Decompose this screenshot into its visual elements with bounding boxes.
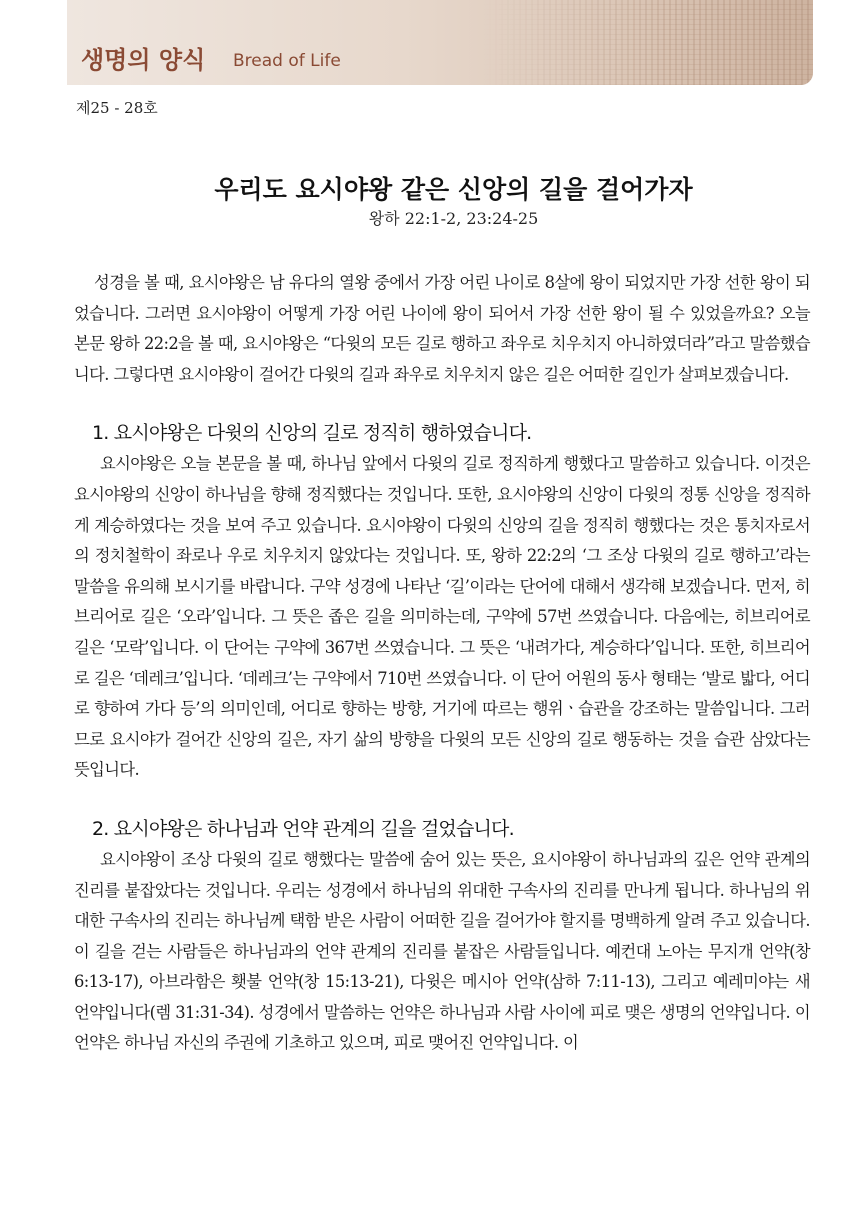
- section-1-paragraph: 요시야왕은 오늘 본문을 볼 때, 하나님 앞에서 다윗의 길로 정직하게 행했다고 말씀하고 있습니다. 이것은 요시야왕의 신앙이 하나님을 향해 정직했다는 것입니다. 또한, 요시야왕의 신앙이 다윗의 정통 신앙을 정직하게 계승하였다는 것을 보여 주고 있습니다. 요시야왕이 다윗의 신앙의 길을 정직히 행했다는 것은 통치자로서의 정치철학이 좌로나 우로 치우치지 않았다는 것입니다. 또, 왕하 22:2의 ‘그 조상 다윗의 길로 행하고’라는 말씀을 유의해 보시기를 바랍니다. 구약 성경에 나타난 ‘길’이라는 단어에 대해서 생각해 보겠습니다. 먼저, 히브리어로 길은 ‘오라’입니다. 그 뜻은 좁은 길을 의미하는데, 구약에 57번 쓰였습니다. 다음에는, 히브리어로 길은 ‘모락’입니다. 이 단어는 구약에 367번 쓰였습니다. 그 뜻은 ‘내려가다, 계승하다’입니다. 또한, 히브리어로 길은 ‘데레크’입니다. ‘데레크’는 구약에서 710번 쓰였습니다. 이 단어 어원의 동사 형태는 ‘발로 밟다, 어디로 향하여 가다 등’의 의미인데, 어디로 향하는 방향, 거기에 따르는 행위ㆍ습관을 강조하는 말씀입니다. 그러므로 요시야가 걸어간 신앙의 길은, 자기 삶의 방향을 다윗의 모든 신앙의 길로 행동하는 것을 습관 삼았다는 뜻입니다.: [74, 454, 810, 780]
- intro-paragraph: 성경을 볼 때, 요시야왕은 남 유다의 열왕 중에서 가장 어린 나이로 8살에 왕이 되었지만 가장 선한 왕이 되었습니다. 그러면 요시야왕이 어떻게 가장 어린 나이에 왕이 되어서 가장 선한 왕이 될 수 있었을까요? 오늘 본문 왕하 22:2을 볼 때, 요시야왕은 “다윗의 모든 길로 행하고 좌우로 치우치지 아니하였더라”라고 말씀했습니다. 그렇다면 요시야왕이 걸어간 다윗의 길과 좌우로 치우치지 않은 길은 어떠한 길인가 살펴보겠습니다.: [74, 273, 810, 384]
- banner-photo-texture: [483, 0, 813, 85]
- article-title: 우리도 요시야왕 같은 신앙의 길을 걸어가자: [214, 175, 693, 204]
- issue-number: 제25 - 28호: [76, 99, 158, 117]
- section-1-heading: 1. 요시야왕은 다윗의 신앙의 길로 정직히 행하였습니다.: [92, 422, 532, 445]
- section-2-paragraph: 요시야왕이 조상 다윗의 길로 행했다는 말씀에 숨어 있는 뜻은, 요시야왕이 하나님과의 깊은 언약 관계의 진리를 붙잡았다는 것입니다. 우리는 성경에서 하나님의 위대한 구속사의 진리를 만나게 됩니다. 하나님의 위대한 구속사의 진리는 하나님께 택함 받은 사람이 어떠한 길을 걸어가야 할지를 명백하게 알려 주고 있습니다. 이 길을 걷는 사람들은 하나님과의 언약 관계의 진리를 붙잡은 사람들입니다. 예컨대 노아는 무지개 언약(창 6:13-17), 아브라함은 횃불 언약(창 15:13-21), 다윗은 메시아 언약(삼하 7:11-13), 그리고 예레미야는 새 언약입니다(렘 31:31-34). 성경에서 말씀하는 언약은 하나님과 사람 사이에 피로 맺은 생명의 언약입니다. 이 언약은 하나님 자신의 주권에 기초하고 있으며, 피로 맺어진 언약입니다. 이: [74, 849, 810, 1053]
- section-2-heading: 2. 요시야왕은 하나님과 언약 관계의 길을 걸었습니다.: [92, 817, 514, 840]
- scripture-reference: 왕하 22:1-2, 23:24-25: [368, 209, 539, 228]
- header-banner: [67, 0, 813, 85]
- publication-title-en: Bread of Life: [233, 51, 341, 71]
- article-body: [74, 268, 810, 1059]
- publication-title-ko: 생명의 양식: [81, 46, 206, 74]
